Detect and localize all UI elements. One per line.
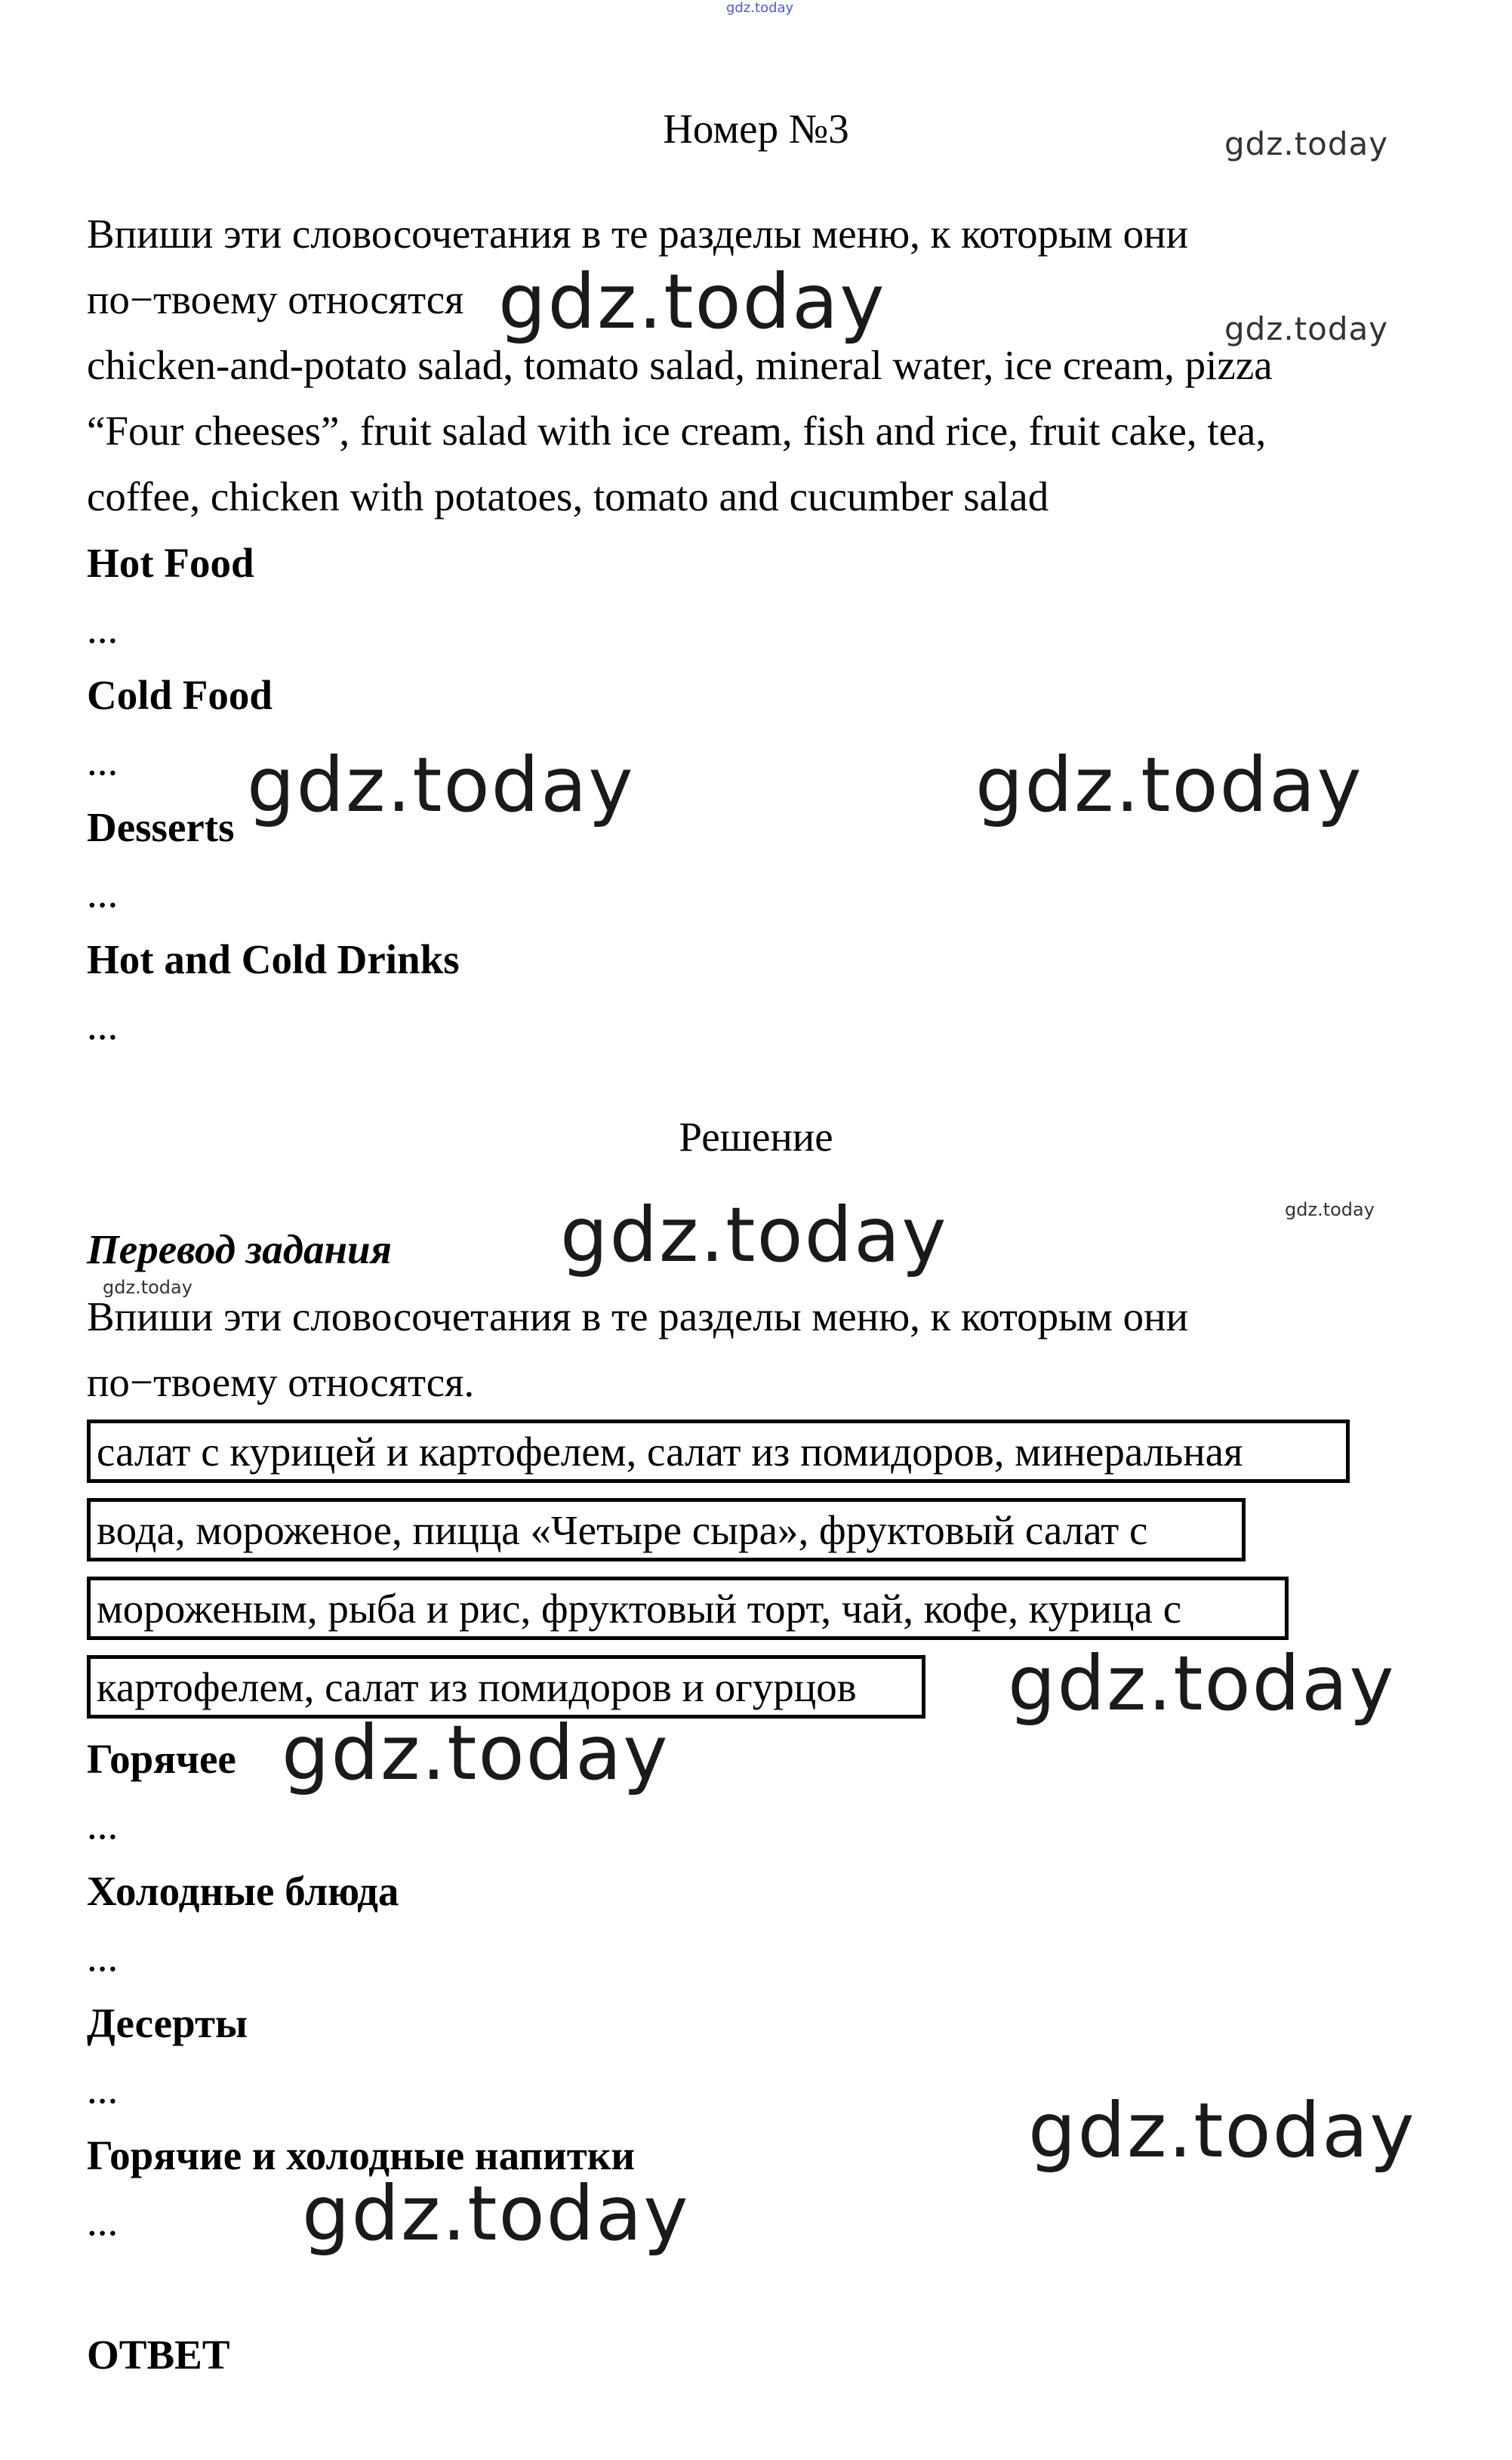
watermark: gdz.today xyxy=(282,1709,670,1797)
watermark: gdz.today xyxy=(975,741,1363,829)
boxed-line-text: картофелем, салат из помидоров и огурцов xyxy=(97,1664,857,1710)
solution-instruction-line-1: Впиши эти словосочетания в те разделы меню, к которым они xyxy=(87,1293,1189,1339)
section-placeholder: ... xyxy=(87,1002,119,1048)
task-instruction-line-2: по−твоему относятся xyxy=(87,276,464,322)
watermark: gdz.today xyxy=(498,257,886,346)
boxed-line xyxy=(87,1498,1246,1561)
top-watermark: gdz.today xyxy=(726,0,794,16)
watermark: gdz.today xyxy=(1224,310,1389,347)
section-placeholder: ... xyxy=(87,606,119,652)
answer-heading: ОТВЕТ xyxy=(87,2332,230,2378)
watermark: gdz.today xyxy=(560,1191,948,1279)
section-placeholder: ... xyxy=(87,1802,119,1848)
translation-heading: Перевод задания xyxy=(87,1226,392,1272)
boxed-line xyxy=(87,1420,1350,1483)
section-heading-hot-food: Hot Food xyxy=(87,540,254,586)
task-words-line-2: “Four cheeses”, fruit salad with ice cream, fish and rice, fruit cake, tea, xyxy=(87,408,1267,454)
section-heading-cold-food: Cold Food xyxy=(87,672,273,718)
boxed-line-text: мороженым, рыба и рис, фруктовый торт, чай, кофе, курица с xyxy=(97,1586,1182,1632)
solution-instruction-line-2: по−твоему относятся. xyxy=(87,1359,475,1405)
boxed-line-text: салат с курицей и картофелем, салат из помидоров, минеральная xyxy=(97,1429,1243,1475)
task-words-line-1: chicken-and-potato salad, tomato salad, mineral water, ice cream, pizza xyxy=(87,342,1273,388)
section-heading-drinks: Hot and Cold Drinks xyxy=(87,936,460,982)
watermark: gdz.today xyxy=(247,741,635,829)
section-heading-desserts: Desserts xyxy=(87,804,235,850)
task-instruction-line-1: Впиши эти словосочетания в те разделы меню, к которым они xyxy=(87,211,1189,257)
section-placeholder: ... xyxy=(87,2198,119,2244)
section-heading-goryachee: Горячее xyxy=(87,1736,236,1782)
task-words-line-3: coffee, chicken with potatoes, tomato and cucumber salad xyxy=(87,473,1049,519)
section-placeholder: ... xyxy=(87,738,119,784)
section-placeholder: ... xyxy=(87,2066,119,2112)
watermark: gdz.today xyxy=(1008,1639,1396,1728)
section-placeholder: ... xyxy=(87,870,119,916)
boxed-line-text: вода, мороженое, пицца «Четыре сыра», фруктовый салат с xyxy=(97,1507,1148,1553)
page-title: Номер №3 xyxy=(663,106,849,152)
section-heading-napitki: Горячие и холодные напитки xyxy=(87,2132,636,2178)
section-heading-deserty: Десерты xyxy=(87,2000,248,2046)
watermark: gdz.today xyxy=(1224,125,1389,162)
solution-title: Решение xyxy=(679,1114,833,1160)
boxed-line xyxy=(87,1577,1289,1640)
section-heading-cold-dishes: Холодные блюда xyxy=(87,1868,399,1914)
watermark: gdz.today xyxy=(1028,2086,1416,2175)
watermark: gdz.today xyxy=(1285,1199,1375,1220)
watermark: gdz.today xyxy=(302,2169,690,2258)
watermark: gdz.today xyxy=(103,1277,192,1298)
section-placeholder: ... xyxy=(87,1934,119,1980)
